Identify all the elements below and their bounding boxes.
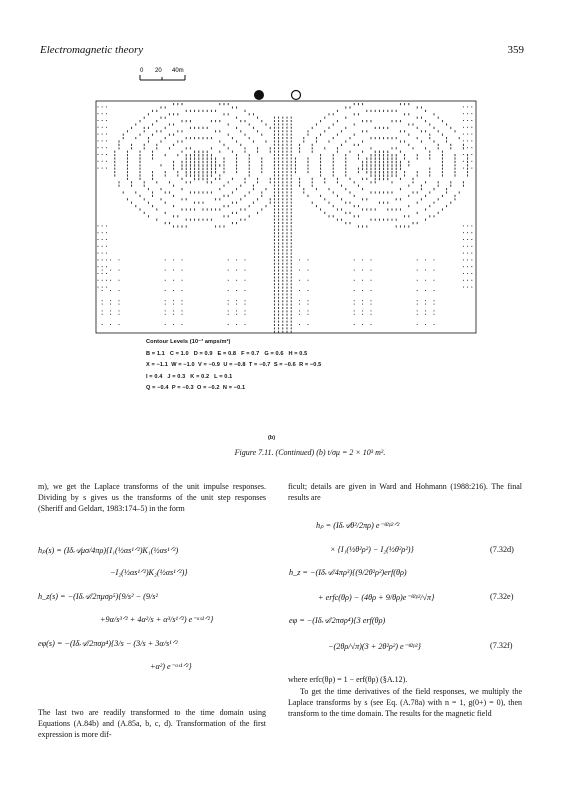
right-para-2: where erfc(θρ) = 1 − erf(θρ) (§A.12). xyxy=(288,675,408,684)
right-eq-2a: h_z = −(Iδ𝒜/4πρ³){(9/2θ²ρ²)erf(θρ) xyxy=(289,568,407,577)
right-eq-1b: × {I₁(½θ²ρ²) − I₂(½θ²ρ²)} xyxy=(330,545,414,554)
left-eq-2b: +9α/s³ᐟ² + 4α²/s + α³/s¹ᐟ²) e⁻ᵅˢ¹ᐟ²} xyxy=(100,615,214,624)
left-eq-2a: h_z(s) = −(Iδ𝒜/2πμσρ⁵){9/s² − (9/s² xyxy=(38,592,158,601)
scale-label-40m: 40m xyxy=(172,68,184,74)
right-eq-1a: hₚ = (Iδ𝒜θ²/2πρ) e⁻ᶿ²ᵖ²ᐟ² xyxy=(316,521,400,530)
contour-line-2: X = −1.1 W = −1.0 V = −0.9 U = −0.8 T = −0.7 S = −0.6 R = −0.5 xyxy=(146,362,322,368)
right-eq-3b: −(2θρ/√π)(3 + 2θ²ρ²) e⁻ᶿ²ᵖ²} xyxy=(328,642,421,651)
scale-label-20: 20 xyxy=(155,68,162,74)
right-eq-2b: + erfc(θρ) − (4θρ + 9/θρ)e⁻ᶿ²ᵖ²/√π} xyxy=(318,593,435,602)
contour-line-1: B = 1.1 C = 1.0 D = 0.9 E = 0.8 F = 0.7 G = 0.6 H = 0.5 xyxy=(146,350,308,357)
running-title: Electromagnetic theory xyxy=(40,44,144,56)
sub-figure-label: (b) xyxy=(268,435,276,441)
contour-dot-field xyxy=(98,103,472,333)
figure-caption: Figure 7.11. (Continued) (b) t/σμ = 2 × 10³ m². xyxy=(234,448,386,457)
contour-line-4: Q = −0.4 P = −0.3 O = −0.2 N = −0.1 xyxy=(146,385,246,391)
right-eq-2-number: (7.32e) xyxy=(490,592,514,601)
contour-title: Contour Levels (10⁻³ amps/m²) xyxy=(146,339,231,345)
contour-line-3: I = 0.4 J = 0.3 K = 0.2 L = 0.1 xyxy=(146,373,233,380)
left-eq-1a: hₚ(s) = (Iδ𝒜μσ/4πρ){I₁(½αs¹ᐟ²)K₁(½αs¹ᐟ²) xyxy=(38,546,179,555)
source-marker-open xyxy=(292,91,301,100)
left-para-2: The last two are readily transformed to the time domain using Equations (A.84b) and (A.85a, b, c, d). Transformation of the first expression is more dif- xyxy=(38,708,266,739)
left-eq-3a: eφ(s) = −(Iδ𝒜/2πσρ⁴){3/s − (3/s + 3α/s¹ᐟ² xyxy=(38,639,178,648)
left-para-1: m), we get the Laplace transforms of the unit impulse responses. Dividing by s gives us the transforms of the unit step responses (Sheriff and Geldart, 1983:174–5) in the form xyxy=(38,482,266,513)
right-eq-1-number: (7.32d) xyxy=(490,545,514,554)
right-eq-3-number: (7.32f) xyxy=(490,641,513,650)
scale-label-0: 0 xyxy=(140,68,144,74)
scale-bar xyxy=(110,64,190,86)
contour-legend xyxy=(146,337,321,395)
current-density-contour-plot xyxy=(92,84,482,334)
page-number: 359 xyxy=(507,44,524,56)
plot-frame xyxy=(96,101,476,333)
right-para-1: ficult; details are given in Ward and Hohmann (1988:216). The final results are xyxy=(288,482,522,502)
source-marker-filled xyxy=(254,90,264,100)
right-para-3: To get the time derivatives of the field responses, we multiply the Laplace transforms by s (see Eq. (A.78a) with n = 1, g(0+) = 0), then transform to the time domain. The results for the magnetic field xyxy=(288,687,522,718)
left-eq-1b: −I₂(½αs¹ᐟ²)K₂(½αs¹ᐟ²)} xyxy=(110,568,188,577)
left-eq-3b: +α²) e⁻ᵅˢ¹ᐟ²} xyxy=(150,662,192,671)
right-eq-3a: eφ = −(Iδ𝒜/2πσρ⁴){3 erf(θρ) xyxy=(289,616,386,625)
